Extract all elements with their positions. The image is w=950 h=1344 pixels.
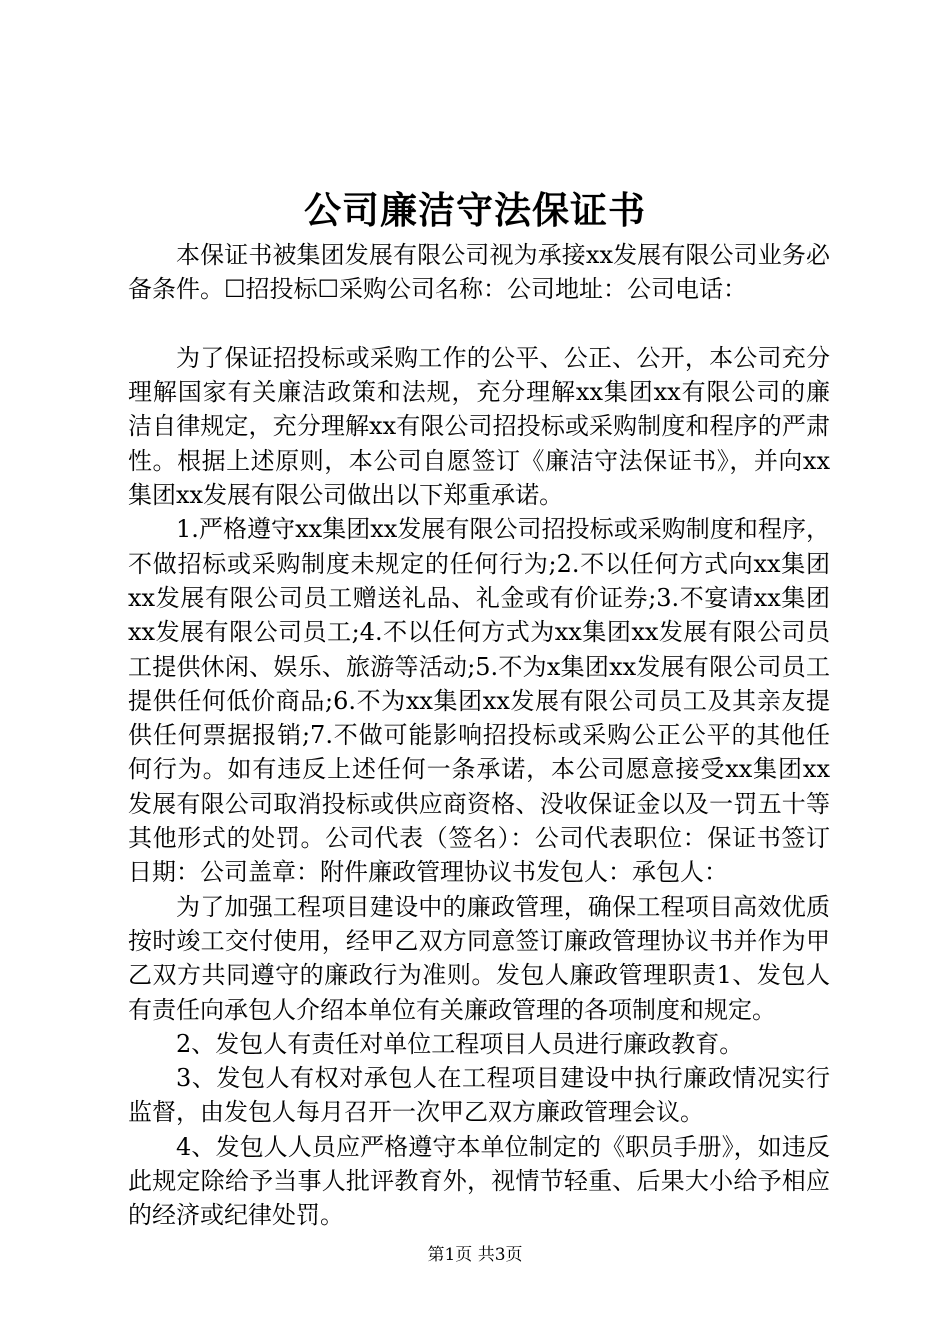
document-body [128, 238, 830, 1233]
paragraph-purpose: 为了保证招投标或采购工作的公平、公正、公开，本公司充分理解国家有关廉洁政策和法规，充分理解xx集团xx有限公司的廉洁自律规定，充分理解xx有限公司招投标或采购制度和程序的严肃性。根据上述原则，本公司自愿签订《廉洁守法保证书》，并向xx集团xx发展有限公司做出以下郑重承诺。 [128, 343, 830, 510]
paragraph-intro: 本保证书被集团发展有限公司视为承接xx发展有限公司业务必备条件。☐招投标☐采购公司名称：公司地址：公司电话： [128, 241, 830, 304]
paragraph-item-4: 4、发包人人员应严格遵守本单位制定的《职员手册》，如违反此规定除给予当事人批评教育外，视情节轻重、后果大小给予相应的经济或纪律处罚。 [128, 1132, 830, 1230]
paragraph-agreement: 为了加强工程项目建设中的廉政管理，确保工程项目高效优质按时竣工交付使用，经甲乙双方同意签订廉政管理协议书并作为甲乙双方共同遵守的廉政行为准则。发包人廉政管理职责1、发包人有责任向承包人介绍本单位有关廉政管理的各项制度和规定。 [128, 892, 830, 1024]
page-number-footer: 第1页 共3页 [427, 1245, 523, 1265]
paragraph-commitments: 1.严格遵守xx集团xx发展有限公司招投标或采购制度和程序，不做招标或采购制度未规定的任何行为;2.不以任何方式向xx集团xx发展有限公司员工赠送礼品、礼金或有价证券;3.不宴请xx集团xx发展有限公司员工;4.不以任何方式为xx集团xx发展有限公司员工提供休闲、娱乐、旅游等活动;5.不为x集团xx发展有限公司员工提供任何低价商品;6.不为xx集团xx发展有限公司员工及其亲友提供任何票据报销;7.不做可能影响招投标或采购公正公平的其他任何行为。如有违反上述任何一条承诺，本公司愿意接受xx集团xx发展有限公司取消投标或供应商资格、没收保证金以及一罚五十等其他形式的处罚。公司代表（签名）：公司代表职位：保证书签订日期：公司盖章：附件廉政管理协议书发包人：承包人： [128, 515, 830, 887]
document-title: 公司廉洁守法保证书 [304, 188, 646, 232]
paragraph-item-2: 2、发包人有责任对单位工程项目人员进行廉政教育。 [176, 1029, 744, 1058]
paragraph-item-3: 3、发包人有权对承包人在工程项目建设中执行廉政情况实行监督，由发包人每月召开一次甲乙双方廉政管理会议。 [128, 1064, 830, 1127]
blank-line [128, 307, 830, 341]
